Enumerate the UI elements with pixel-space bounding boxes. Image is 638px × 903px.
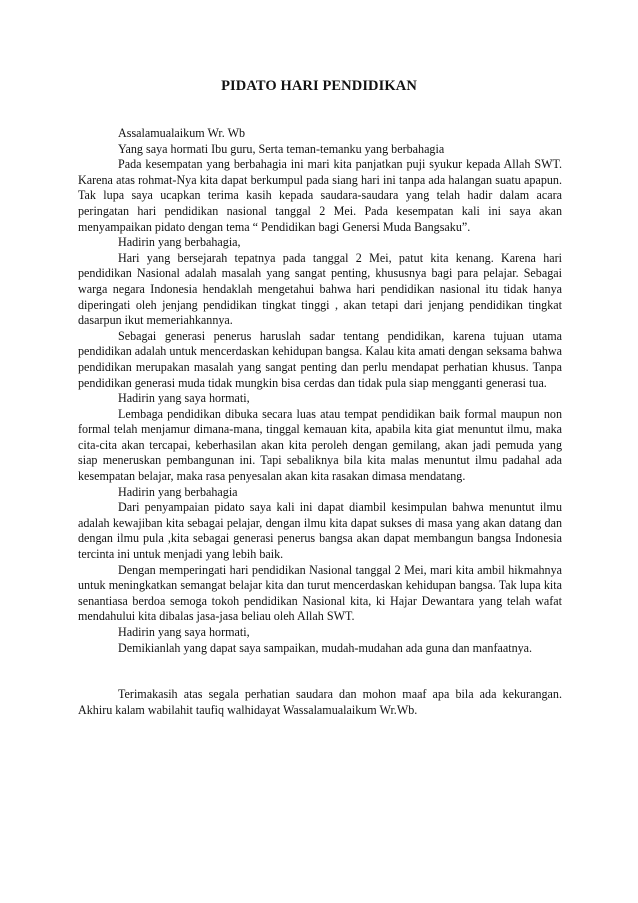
ending-paragraph: Demikianlah yang dapat saya sampaikan, mudah-mudahan ada guna dan manfaatnya. [118,640,533,655]
commemoration-paragraph: Dengan memperingati hari pendidikan Nasional tanggal 2 Mei, mari kita ambil hikmahnya untuk meningkatkan semangat belajar kita dan turut mencerdaskan kehidupan bangsa. Tak lupa kita senantiasa berdoa semoga tokoh pendidikan Nasional kita, ki Hajar Dewantara yang telah wafat mendahului kita dibalas jasa-jasa beliau oleh Allah SWT. [78,562,562,624]
greeting-paragraph: Assalamualaikum Wr. Wb [118,126,246,140]
audience-happy-paragraph: Hadirin yang berbahagia [118,484,238,499]
document-body [78,126,562,718]
respect-paragraph: Yang saya hormati Ibu guru, Serta teman-temanku yang berbahagia [118,141,445,156]
history-paragraph: Hari yang bersejarah tepatnya pada tanggal 2 Mei, patut kita kenang. Karena hari pendidikan Nasional adalah masalah yang sangat penting, khususnya bagi para pelajar. Sebagai warga negara Indonesia hendaklah mengetahui bahwa hari pendidikan nasional itu tidak hanya diperingati oleh jenjang pendidikan tingkat tinggi , akan tetapi dari jenjang pendidikan tingkat dasarpun ikut memeriahkannya. [78,250,562,328]
closing-paragraph: Terimakasih atas segala perhatian saudara dan mohon maaf apa bila ada kekurangan. Akhiru kalam wabilahit taufiq walhidayat Wassalamualaikum Wr.Wb. [78,687,562,717]
audience-final-paragraph: Hadirin yang saya hormati, [118,625,250,639]
audience-greeting-paragraph: Hadirin yang berbahagia, [118,235,241,250]
institution-paragraph: Lembaga pendidikan dibuka secara luas atau tempat pendidikan baik formal maupun non formal telah menjamur dimana-mana, tinggal kemauan kita, apabila kita giat menuntut ilmu, maka cita-cita akan tercapai, keberhasilan akan kita peroleh dengan gemilang, akan jadi pemuda yang siap meneruskan pembangunan ini. Tapi sebaliknya bila kita malas menuntut ilmu padahal ada kesempatan belajar, maka rasa penyesalan akan kita rasakan dimasa mendatang. [78,406,562,484]
conclusion-paragraph: Dari penyampaian pidato saya kali ini dapat diambil kesimpulan bahwa menuntut ilmu adalah kewajiban kita sebagai pelajar, dengan ilmu kita dapat sukses di masa yang akan datang dan dengan ilmu pula ,kita sebagai generasi penerus bangsa akan dapat membangun bangsa Indonesia tercinta ini untuk menjadi yang lebih baik. [78,500,562,562]
document-title: PIDATO HARI PENDIDIKAN [221,78,417,94]
opening-paragraph: Pada kesempatan yang berbahagia ini mari kita panjatkan puji syukur kepada Allah SWT. Karena atas rohmat-Nya kita dapat berkumpul pada siang hari ini tanpa ada halangan suatu apapun. Tak lupa saya ucapkan terima kasih kepada saudara-saudara yang telah hadir dalam acara peringatan hari pendidikan nasional tanggal 2 Mei. Pada kesempatan kali ini saya akan menyampaikan pidato dengan tema “ Pendidikan bagi Genersi Muda Bangsaku”. [78,157,562,234]
audience-respect-paragraph: Hadirin yang saya hormati, [118,391,250,406]
paragraph-gap [78,656,562,687]
generation-paragraph: Sebagai generasi penerus haruslah sadar tentang pendidikan, karena tujuan utama pendidikan adalah untuk mencerdaskan kehidupan bangsa. Kalau kita amati dengan seksama bahwa pendidikan merupakan masalah yang sangat penting dan perlu mendapat perhatian khusus. Tanpa pendidikan generasi muda tidak mungkin bisa cerdas dan tidak pula siap mengganti generasi tua. [78,328,562,390]
